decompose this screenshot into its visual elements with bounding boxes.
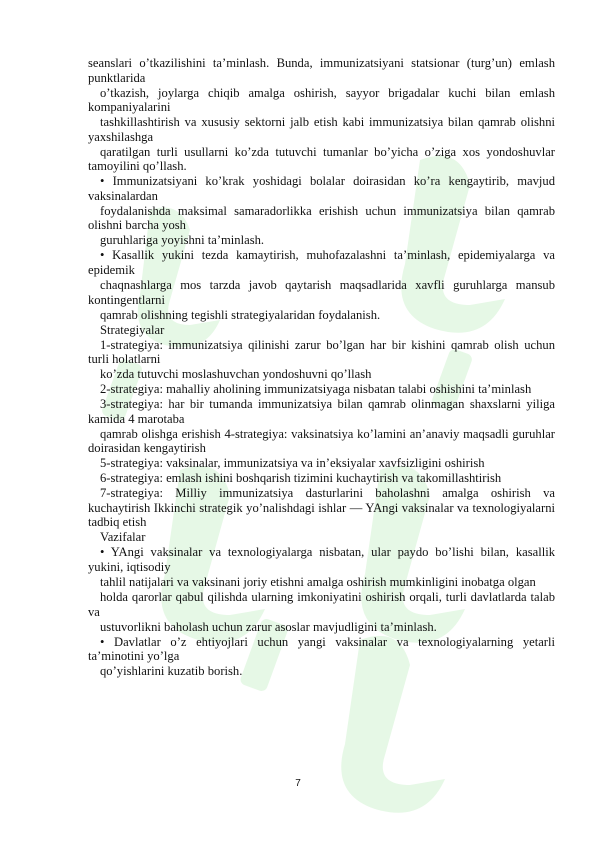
paragraph-line: qo’yishlarini kuzatib borish. bbox=[100, 664, 243, 679]
paragraph-line: guruhlariga yoyishni ta’minlash. bbox=[100, 233, 265, 248]
section-heading-tasks: Vazifalar bbox=[100, 530, 146, 545]
paragraph-line: o’tkazish, joylarga chiqib amalga oshirish, sayyor brigadalar kuchi bilan emlash kompaniyalarini bbox=[88, 85, 555, 115]
paragraph-line: ustuvorlikni baholash uchun zarur asoslar mavjudligini ta’minlash. bbox=[100, 619, 437, 634]
strategy-item: 7-strategiya: Milliy immunizatsiya dasturlarini baholashni amalga oshirish va kuchaytirish Ikkinchi strategik yo’nalishdagi ishlar — YAngi vaksinalar va texnologiyalarni tadbiq etish bbox=[88, 486, 555, 530]
page-number: 7 bbox=[295, 778, 301, 789]
paragraph-line: qamrab olishning tegishli strategiyalaridan foydalanish. bbox=[100, 307, 381, 322]
strategy-item: 1-strategiya: immunizatsiya qilinishi zarur bo’lgan har bir kishini qamrab olish uchun turli holatlarni bbox=[88, 337, 555, 367]
strategy-item: qamrab olishga erishish 4-strategiya: vaksinatsiya ko’lamini an’anaviy maqsadli guruhlar doirasidan kengaytirish bbox=[88, 426, 555, 456]
paragraph-line: ko’zda tutuvchi moslashuvchan yondoshuvni qo’llash bbox=[100, 367, 372, 382]
paragraph-line: tahlil natijalari va vaksinani joriy etishni amalga oshirish mumkinligini inobatga olgan bbox=[100, 574, 536, 589]
strategy-item: 6-strategiya: emlash ishini boshqarish tizimini kuchaytirish va takomillashtirish bbox=[100, 471, 502, 486]
bullet-item: • Immunizatsiyani ko’krak yoshidagi bolalar doirasidan ko’ra kengaytirib, mavjud vaksinalardan bbox=[88, 174, 555, 203]
bullet-item: • Davlatlar o’z ehtiyojlari uchun yangi vaksinalar va texnologiyalarning yetarli ta’minotini yo’lga bbox=[88, 634, 555, 664]
bullet-item: • Kasallik yukini tezda kamaytirish, muhofazalashni ta’minlash, epidemiyalarga va epidemik bbox=[88, 248, 555, 278]
paragraph-line: seanslari o’tkazilishini ta’minlash. Bunda, immunizatsiyani statsionar (turg’un) emlash punktlarida bbox=[88, 56, 555, 85]
paragraph-line: tashkillashtirish va xususiy sektorni jalb etish kabi immunizatsiya bilan qamrab olishni yaxshilashga bbox=[88, 115, 555, 144]
paragraph-line: chaqnashlarga mos tarzda javob qaytarish maqsadlarida xavfli guruhlarga mansub kontingentlarni bbox=[88, 278, 555, 307]
section-heading-strategies: Strategiyalar bbox=[100, 322, 165, 337]
bullet-item: • YAngi vaksinalar va texnologiyalarga nisbatan, ular paydo bo’lishi bilan, kasallik yukini, iqtisodiy bbox=[88, 545, 555, 574]
document-body bbox=[88, 56, 555, 679]
strategy-item: 2-strategiya: mahalliy aholining immunizatsiyaga nisbatan talabi oshishini ta’minlash bbox=[100, 382, 532, 397]
strategy-item: 5-strategiya: vaksinalar, immunizatsiya va in’eksiyalar xavfsizligini oshirish bbox=[100, 456, 485, 471]
paragraph-line: qaratilgan turli usullarni ko’zda tutuvchi tumanlar bo’yicha o’ziga xos yondoshuvlar tamoyilini qo’llash. bbox=[88, 144, 555, 174]
strategy-item: 3-strategiya: har bir tumanda immunizatsiya bilan qamrab olinmagan shaxslarni yiliga kamida 4 marotaba bbox=[88, 397, 555, 426]
paragraph-line: foydalanishda maksimal samaradorlikka erishish uchun immunizatsiya bilan qamrab olishni barcha yosh bbox=[88, 203, 555, 233]
paragraph-line: holda qarorlar qabul qilishda ularning imkoniyatini oshirish orqali, turli davlatlarda talab va bbox=[88, 589, 555, 619]
